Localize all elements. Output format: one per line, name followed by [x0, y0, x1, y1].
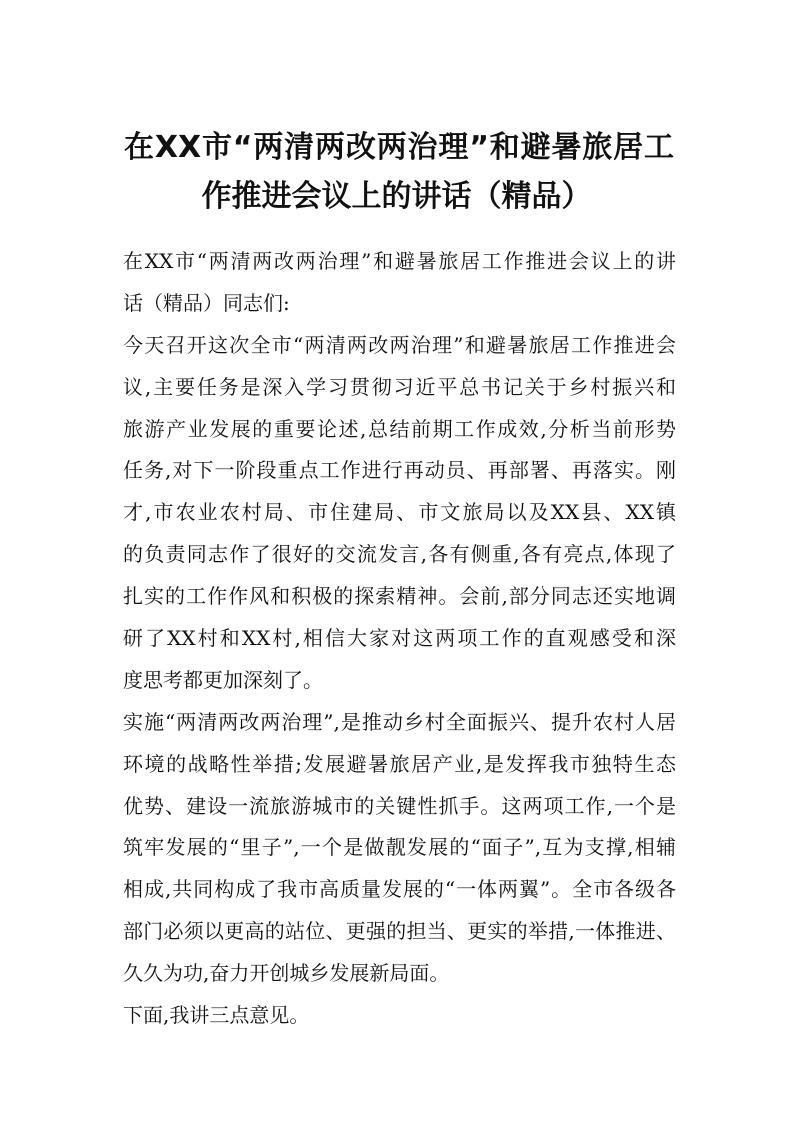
paragraph-line: 议,主要任务是深入学习贯彻习近平总书记关于乡村振兴和: [123, 374, 676, 399]
paragraph-line: 在XX市“两清两改两治理”和避暑旅居工作推进会议上的讲: [123, 249, 676, 273]
paragraph-line: 今天召开这次全市“两清两改两治理”和避暑旅居工作推进会: [123, 332, 676, 357]
paragraph-line: 度思考都更加深刻了。: [123, 667, 323, 692]
paragraph-line: 话（精品）同志们:: [123, 290, 290, 315]
paragraph-line: 旅游产业发展的重要论述,总结前期工作成效,分析当前形势: [123, 416, 676, 441]
paragraph-line: 久久为功,奋力开创城乡发展新局面。: [123, 961, 450, 986]
paragraph-line: 任务,对下一阶段重点工作进行再动员、再部署、再落实。刚: [123, 458, 676, 483]
paragraph: [123, 241, 676, 325]
paragraph-line: 优势、建设一流旅游城市的关键性抓手。这两项工作,一个是: [123, 793, 676, 818]
paragraph: [123, 702, 676, 995]
paragraph-line: 研了XX村和XX村,相信大家对这两项工作的直观感受和深: [123, 626, 676, 651]
paragraph-line: 筑牢发展的“里子”,一个是做靓发展的“面子”,互为支撑,相辅: [123, 835, 676, 860]
paragraph-line: 的负责同志作了很好的交流发言,各有侧重,各有亮点,体现了: [123, 542, 676, 567]
paragraph-line: 相成,共同构成了我市高质量发展的“一体两翼”。全市各级各: [123, 877, 676, 902]
document-title-line-2: 作推进会议上的讲话（精品）: [201, 179, 592, 214]
paragraph: [123, 995, 676, 1037]
paragraph-line: 下面,我讲三点意见。: [123, 1003, 310, 1028]
paragraph-line: 才,市农业农村局、市住建局、市文旅局以及XX县、XX镇: [123, 500, 676, 525]
paragraph: [123, 325, 676, 702]
document-title-line-1: 在XX市“两清两改两治理”和避暑旅居工: [124, 130, 674, 165]
document-body: [123, 241, 676, 1037]
paragraph-line: 部门必须以更高的站位、更强的担当、更实的举措,一体推进、: [123, 919, 676, 944]
paragraph-line: 扎实的工作作风和积极的探索精神。会前,部分同志还实地调: [123, 584, 676, 609]
paragraph-line: 实施“两清两改两治理”,是推动乡村全面振兴、提升农村人居: [123, 709, 676, 734]
paragraph-line: 环境的战略性举措;发展避暑旅居产业,是发挥我市独特生态: [123, 751, 676, 776]
